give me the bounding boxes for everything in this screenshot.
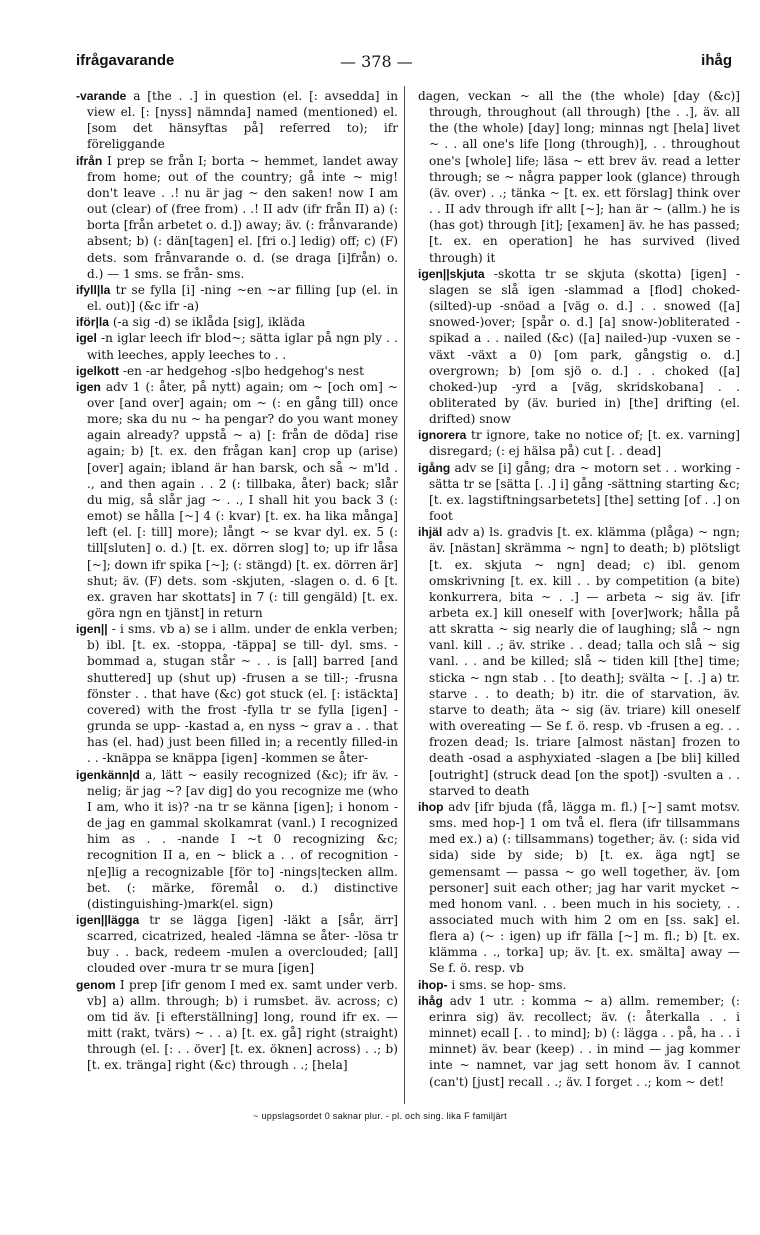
entry-text: - i sms. vb a) se i allm. under de enkla verben; b) ibl. [t. ex. -stoppa, -täppa] se till- dyl. sms. -bommad a, stugan står ~ . . is [all] barred [and shuttered] up (shut up) -frusen a se till-; -frusna fönster . . that have (&c) got stuck (el. [: istäckta] covered) with the frost -fylla tr se fylla [igen] -grunda se upp- -kastad a, en nyss ~ grav a . . that has (el. had) just been filled in; a recently filled-in . . -knäppa se knäppa [igen] -kommen se åter- <box>87 622 398 766</box>
dictionary-entry <box>76 767 398 912</box>
entry-headword: igen||skjuta <box>418 266 485 281</box>
entry-text: tr ignore, take no notice of; [t. ex. varning] disregard; (: ej hälsa på) cut [. . dead] <box>429 428 740 459</box>
entry-headword: ihop <box>418 799 444 814</box>
entry-headword: genom <box>76 977 116 992</box>
entry-headword: igel <box>76 331 97 346</box>
dictionary-entry <box>418 427 740 459</box>
entry-headword: igen||lägga <box>76 912 140 927</box>
entry-text: tr se lägga [igen] -läkt a [sår, ärr] scarred, cicatrized, healed -lämna se åter- -lösa tr buy . . back, redeem -mulen a overclouded; [all] clouded over -mura tr se mura [igen] <box>87 912 398 976</box>
dictionary-entry <box>76 314 398 330</box>
page-header <box>0 52 760 74</box>
entry-text: I prep se från I; borta ~ hemmet, landet away from home; out of the country; gå inte ~ mig! don't leave . .! nu är jag ~ den saken! now I am out (clear) of (free from) . .! II adv (ifr från II) a) (: borta [från arbetet o. d.]) away; äv. (: frånvarande) absent; b) (: dän[tagen] el. [fri o.] ledig) off; c) (F) dets. som frånvarande o. d. (se draga [i]från) o. d.) — 1 sms. se från- sms. <box>87 153 398 281</box>
entry-headword: ignorera <box>418 428 467 443</box>
right-guide-word: ihåg <box>701 52 732 69</box>
dictionary-entry <box>418 460 740 525</box>
entry-text: I prep [ifr genom I med ex. samt under verb. vb] a) allm. through; b) i rumsbet. äv. across; c) om tid äv. [i efterställning] long, round ifr ex. — mitt (rakt, tvärs) ~ . . a) [t. ex. gå] right (straight) through (el. [: . . över] [t. ex. öknen] across) . .; b) [t. ex. tränga] right (&c) through . .; [hela] <box>87 977 398 1073</box>
dictionary-entry <box>418 524 740 799</box>
entry-headword: ifrån <box>76 153 103 168</box>
dictionary-entry <box>76 912 398 977</box>
entry-text: tr se fylla [i] -ning ~en ~ar filling [up (el. in el. out)] (&c ifr -a) <box>87 282 398 314</box>
dictionary-entry <box>76 363 398 379</box>
entry-text: (-a sig -d) se iklåda [sig], ikläda <box>112 315 306 330</box>
dictionary-entry <box>418 88 740 266</box>
entry-text: i sms. se hop- sms. <box>451 977 567 992</box>
dictionary-entry <box>76 977 398 1074</box>
dictionary-entry <box>76 379 398 621</box>
entry-headword: igenkänn|d <box>76 767 140 782</box>
entry-text: a, lätt ~ easily recognized (&c); ifr äv. -nelig; är jag ~? [av dig] do you recognize me (who I am, who it is)? -na tr se känna [igen]; i honom -de jag en gammal skolkamrat (vanl.) I recognized him as . . -nande I ~t 0 recognizing &c; recognition II a, en ~ blick a . . of recognition -n[e]lig a recognizable [för to] -nings|tecken allm. bet. (: märke, föremål o. d.) distinctive (distinguishing-)mark(el. sign) <box>87 767 398 911</box>
dictionary-entry <box>76 282 398 314</box>
entry-headword: -varande <box>76 89 127 103</box>
entry-headword: igen <box>76 379 101 394</box>
entry-headword: ihåg <box>418 993 443 1008</box>
dictionary-entry <box>76 621 398 766</box>
left-guide-word: ifrågavarande <box>76 52 175 69</box>
column-divider <box>404 86 405 1104</box>
entry-text: a [the . .] in question (el. [: avsedda] in view el. [: [nyss] nämnda] named (mentioned) el. [som det hänsyftas på] referred to); ifr föreliggande <box>87 89 398 152</box>
entry-headword: ihjäl <box>418 525 443 540</box>
entry-headword: iför|la <box>76 315 109 330</box>
entry-text: -n iglar leech ifr blod~; sätta iglar på ngn ply . . with leeches, apply leeches to . . <box>87 331 398 362</box>
entry-headword: igen|| <box>76 622 108 637</box>
entry-text: adv a) ls. gradvis [t. ex. klämma (plåga) ~ ngn; äv. [nästan] skrämma ~ ngn] to death; b) plötsligt [t. ex. skjuta ~ ngn] dead; c) ibl. genom omskrivning [t. ex. kill . . by competition (a bite) konkurrera, bita ~ . .] — arbeta ~ sig äv. [ifr arbeta ex.] kill oneself with [over]work; hålla på att skratta ~ sig nearly die of laughing; slå ~ ngn vanl. kill . .; äv. strike . . dead; talla och slå ~ sig vanl. . . and be killed; slå ~ tiden kill [the] time; sticka ~ ngn stab . . [to death]; svälta ~ [. .] a) tr. starve . . to death; b) itr. die of starvation, äv. starve to death; äta ~ sig (äv. triare) kill oneself with overeating — Se f. ö. resp. vb -frusen a eg. . . frozen dead; ls. triare [almost nästan] frozen to death -osad a asphyxiated -slagen a [be bli] killed [outright] (struck dead [on the spot]) -svulten a . . starved to death <box>429 525 740 798</box>
dictionary-entry <box>76 88 398 153</box>
dictionary-entry <box>76 330 398 362</box>
dictionary-entry <box>418 799 740 977</box>
entry-headword: ihop- <box>418 977 448 992</box>
left-column <box>76 88 398 1074</box>
entry-text: -en -ar hedgehog -s|bo hedgehog's nest <box>122 363 364 378</box>
dictionary-entry <box>418 977 740 993</box>
right-column <box>418 88 740 1090</box>
entry-text: adv 1 (: åter, på nytt) again; om ~ [och om] ~ over [and over] again; om ~ (: en gång till) once more; ska du nu ~ ha pengar? do you want money again already? uppstå ~ a) [: från de döda] rise again; b) [t. ex. den frågan kan] crop up (arise) [over] again; ibland är han barsk, och så ~ m'ld . ., and then again . . 2 (: tillbaka, åter) back; slår du mig, så slår jag ~ . ., I shall hit you back 3 (: emot) se hålla [~] 4 (: kvar) [t. ex. ha lika många] left (el. [: till] more); långt ~ se kvar dyl. ex. 5 (: till[sluten] o. d.) [t. ex. dörren slog] to; up ifr låsa [~]; down ifr spika [~]; (: stängd) [t. ex. dörren är] shut; äv. (F) dets. som -skjuten, -slagen o. d. 6 [t. ex. graven har skottats] in 7 (: till gengäld) [t. ex. göra ngn en tjänst] in return <box>87 379 398 620</box>
entry-text: -skotta tr se skjuta (skotta) [igen] -slagen se slå igen -slammad a [flod] choked-(silted)-up -snöad a [väg o. d.] . . snowed ([a] snowed-)over; [spår o. d.] [a] snow-)obliterated -spikad a . . nailed (&c) ([a] nailed-)up -vuxen se -växt -växt a 0) [om park, gångstig o. d.] overgrown; b) [om sjö o. d.] . . choked ([a] choked-)up -yrd a [väg, skridskobana] . . obliterated by (äv. buried in) [the] drifting (el. drifted) snow <box>429 266 740 427</box>
entry-headword: igång <box>418 460 451 475</box>
dictionary-entry <box>418 266 740 428</box>
entry-headword: ifyll|la <box>76 282 111 297</box>
entry-text: dagen, veckan ~ all the (the whole) [day (&c)] through, throughout (all through) [the . .], äv. all the (the whole) [day] long; minnas ngt [hela] livet ~ . . all one's life [long (through)], . . throughout one's [whole] life; läsa ~ ett brev äv. read a letter through; se ~ några papper look (glance) through (äv. over) . .; tänka ~ [t. ex. ett förslag] think over . . II adv through ifr allt [~]; han är ~ (allm.) he is (has got) through [it]; [examen] äv. he has passed; [t. ex. en operation] he has survived (lived through) it <box>418 89 740 265</box>
page-number: — 378 — <box>340 52 413 71</box>
entry-text: adv se [i] gång; dra ~ motorn set . . working -sätta tr se [sätta [. .] i] gång -sättning starting &c; [t. ex. lagstiftningsarbetets] [the] setting [of . .] on foot <box>429 460 740 524</box>
entry-text: adv [ifr bjuda (få, lägga m. fl.) [~] samt motsv. sms. med hop-] 1 om två el. flera (ifr tillsammans med ex.) a) (: tillsammans) together; äv. (: sida vid sida) side by side; b) [t. ex. äga ngt] se gemensamt — passa ~ go well together, äv. [om personer] suit each other; jag har varit mycket ~ med honom vanl. . . been much in his society, . . associated much with him 2 om en [ss. sak] el. flera a) (~ : igen) up ifr fälla [~] m. fl.; b) [t. ex. klämma . ., torka] up; äv. [t. ex. smälta] away — Se f. ö. resp. vb <box>429 799 740 976</box>
dictionary-entry <box>418 993 740 1090</box>
entry-headword: igelkott <box>76 363 120 378</box>
dictionary-entry <box>76 153 398 282</box>
page-footer-legend: ~ uppslagsordet 0 saknar plur. - pl. och sing. lika F familjärt <box>253 1111 507 1121</box>
entry-text: adv 1 utr. : komma ~ a) allm. remember; (: erinra sig) äv. recollect; äv. (: återkalla . . i minnet) ecall [. . to mind]; b) (: lägga . . på, ha . . i minnet) äv. bear (keep) . . in mind — jag kommer inte ~ namnet, var jag sett honom äv. I cannot (can't) [just] recall . .; äv. I forget . .; kom ~ det! <box>429 993 740 1089</box>
